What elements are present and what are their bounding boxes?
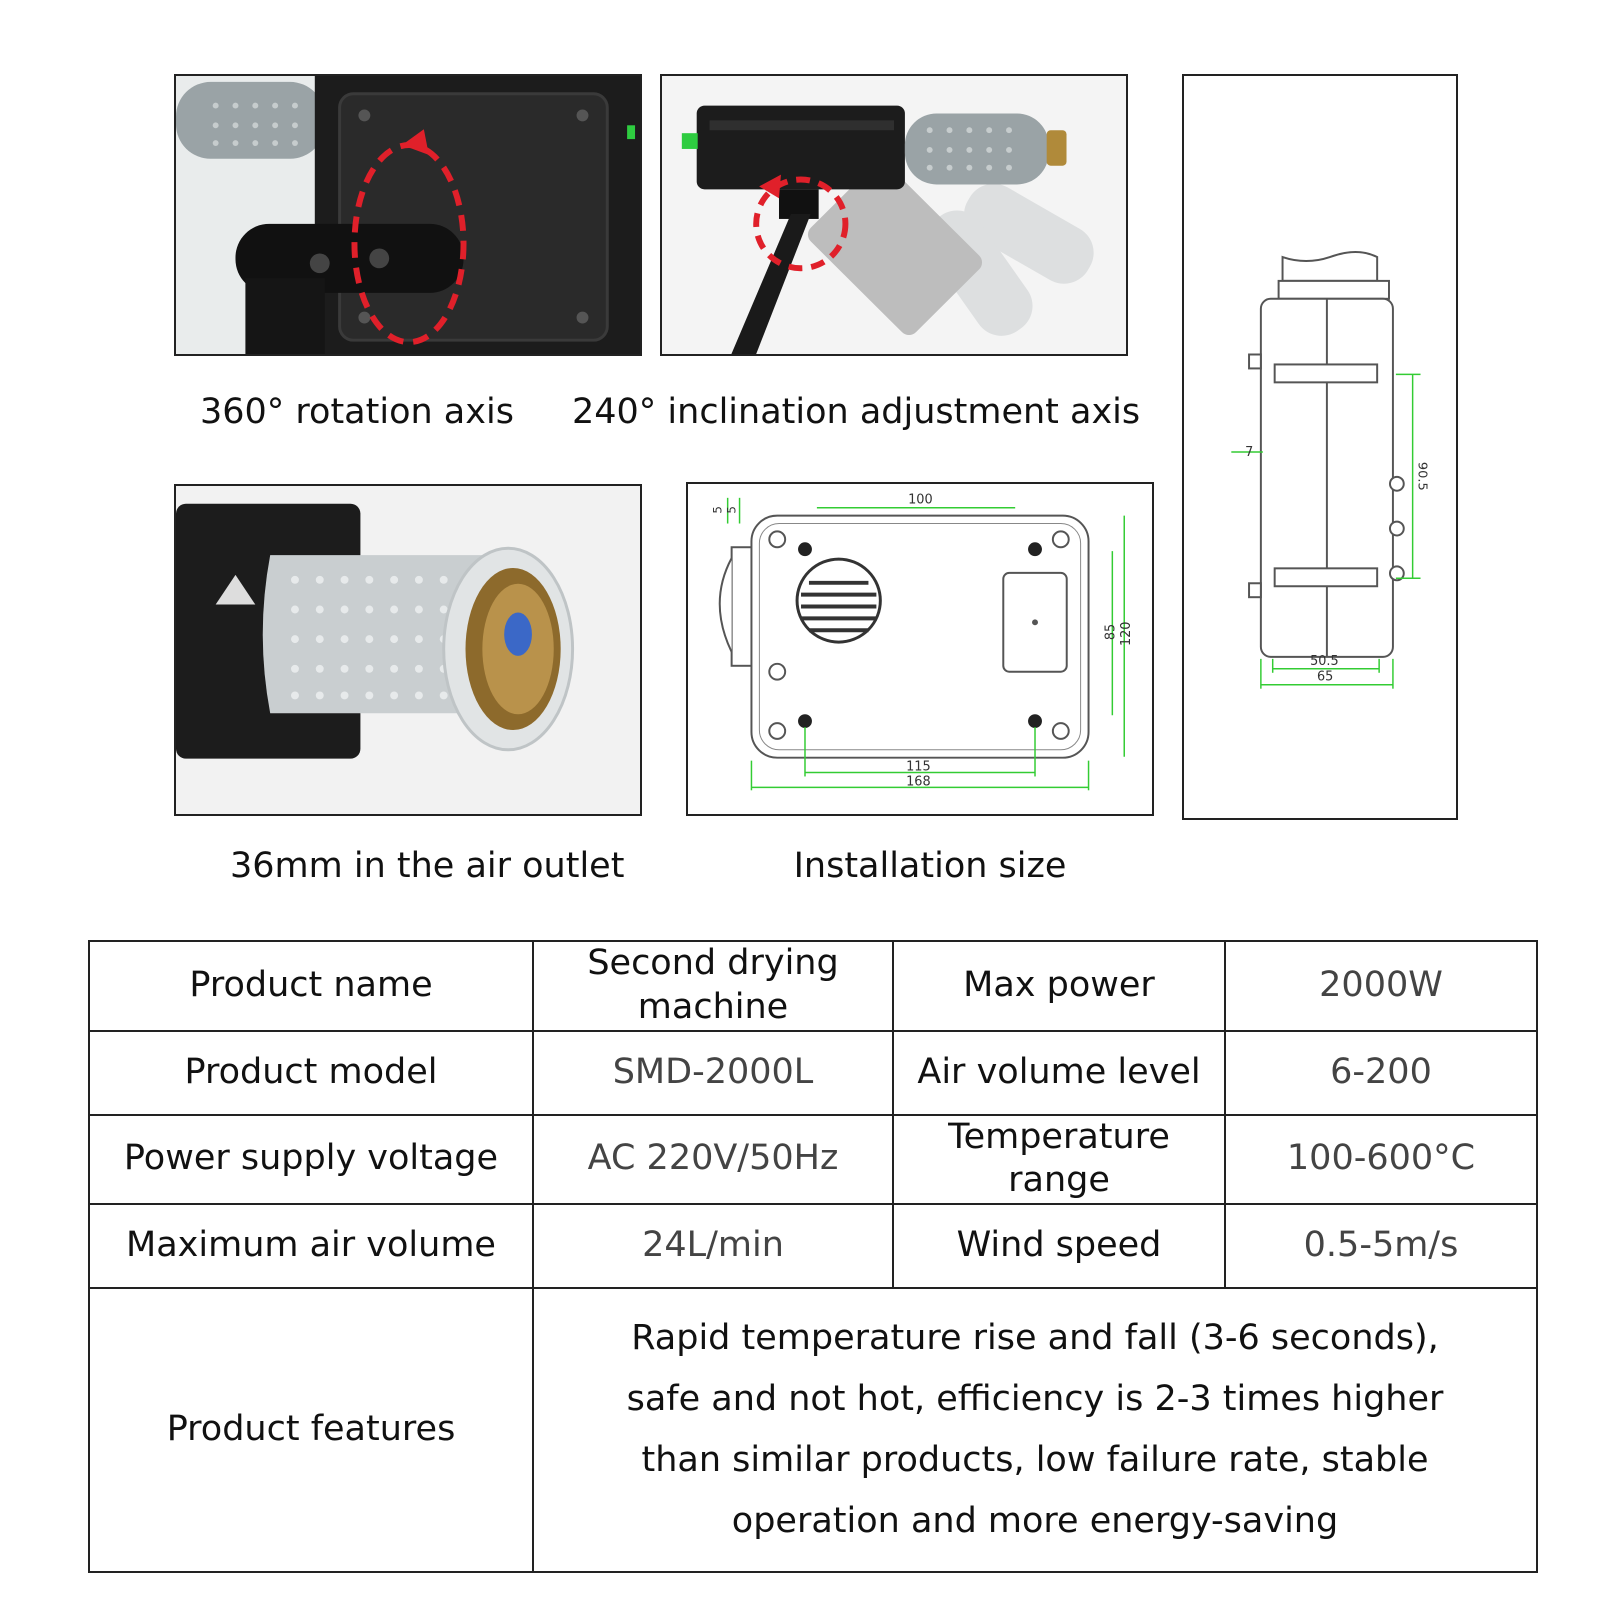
- spec-label: Wind speed: [893, 1204, 1225, 1288]
- inclination-axis-photo: [660, 74, 1128, 356]
- table-row: [89, 941, 1537, 1031]
- caption-air-outlet: 36mm in the air outlet: [230, 846, 625, 886]
- spec-label: Max power: [893, 941, 1225, 1031]
- features-text: [533, 1288, 1537, 1572]
- spec-value: SMD-2000L: [533, 1031, 893, 1115]
- installation-size-drawing: [686, 482, 1154, 816]
- side-dimension-drawing: [1182, 74, 1458, 820]
- air-outlet-photo: [174, 484, 642, 816]
- install-dim-width-inner: 115: [906, 759, 931, 775]
- spec-value: 100-600°C: [1225, 1115, 1537, 1205]
- features-line: Rapid temperature rise and fall (3-6 seconds),: [631, 1318, 1439, 1358]
- features-line: safe and not hot, efficiency is 2-3 times higher: [626, 1379, 1444, 1419]
- spec-value: Second drying machine: [533, 941, 893, 1031]
- side-dim-height: 90.5: [1414, 461, 1430, 491]
- spec-label: Product model: [89, 1031, 533, 1115]
- install-dim-width-top: 100: [908, 492, 933, 508]
- side-dim-width-outer: 65: [1317, 669, 1334, 685]
- spec-value: 24L/min: [533, 1204, 893, 1288]
- rotation-axis-photo: [174, 74, 642, 356]
- spec-value: 6-200: [1225, 1031, 1537, 1115]
- install-dim-top-offset2: 5: [724, 506, 739, 514]
- spec-label: Maximum air volume: [89, 1204, 533, 1288]
- table-row-features: [89, 1288, 1537, 1572]
- side-dim-left: 7: [1245, 444, 1254, 460]
- table-row: [89, 1204, 1537, 1288]
- install-dim-height-inner: 85: [1103, 623, 1119, 641]
- install-dim-height-outer: 120: [1119, 621, 1135, 647]
- features-line: operation and more energy-saving: [731, 1501, 1339, 1541]
- spec-value: 2000W: [1225, 941, 1537, 1031]
- spec-label: Product name: [89, 941, 533, 1031]
- caption-rotation-axis: 360° rotation axis: [200, 392, 514, 432]
- spec-label: Air volume level: [893, 1031, 1225, 1115]
- table-row: [89, 1031, 1537, 1115]
- spec-label: Temperature range: [893, 1115, 1225, 1205]
- spec-label: Power supply voltage: [89, 1115, 533, 1205]
- table-row: [89, 1115, 1537, 1205]
- spec-value: 0.5-5m/s: [1225, 1204, 1537, 1288]
- features-label: Product features: [89, 1288, 533, 1572]
- features-line: than similar products, low failure rate, stable: [641, 1440, 1429, 1480]
- spec-value: AC 220V/50Hz: [533, 1115, 893, 1205]
- side-dim-width-inner: 50.5: [1310, 653, 1339, 669]
- caption-inclination-axis: 240° inclination adjustment axis: [572, 392, 1141, 432]
- spec-table: [88, 940, 1538, 1573]
- caption-installation-size: Installation size: [793, 846, 1067, 886]
- install-dim-top-offset: 5: [710, 506, 725, 514]
- install-dim-width-outer: 168: [906, 774, 931, 790]
